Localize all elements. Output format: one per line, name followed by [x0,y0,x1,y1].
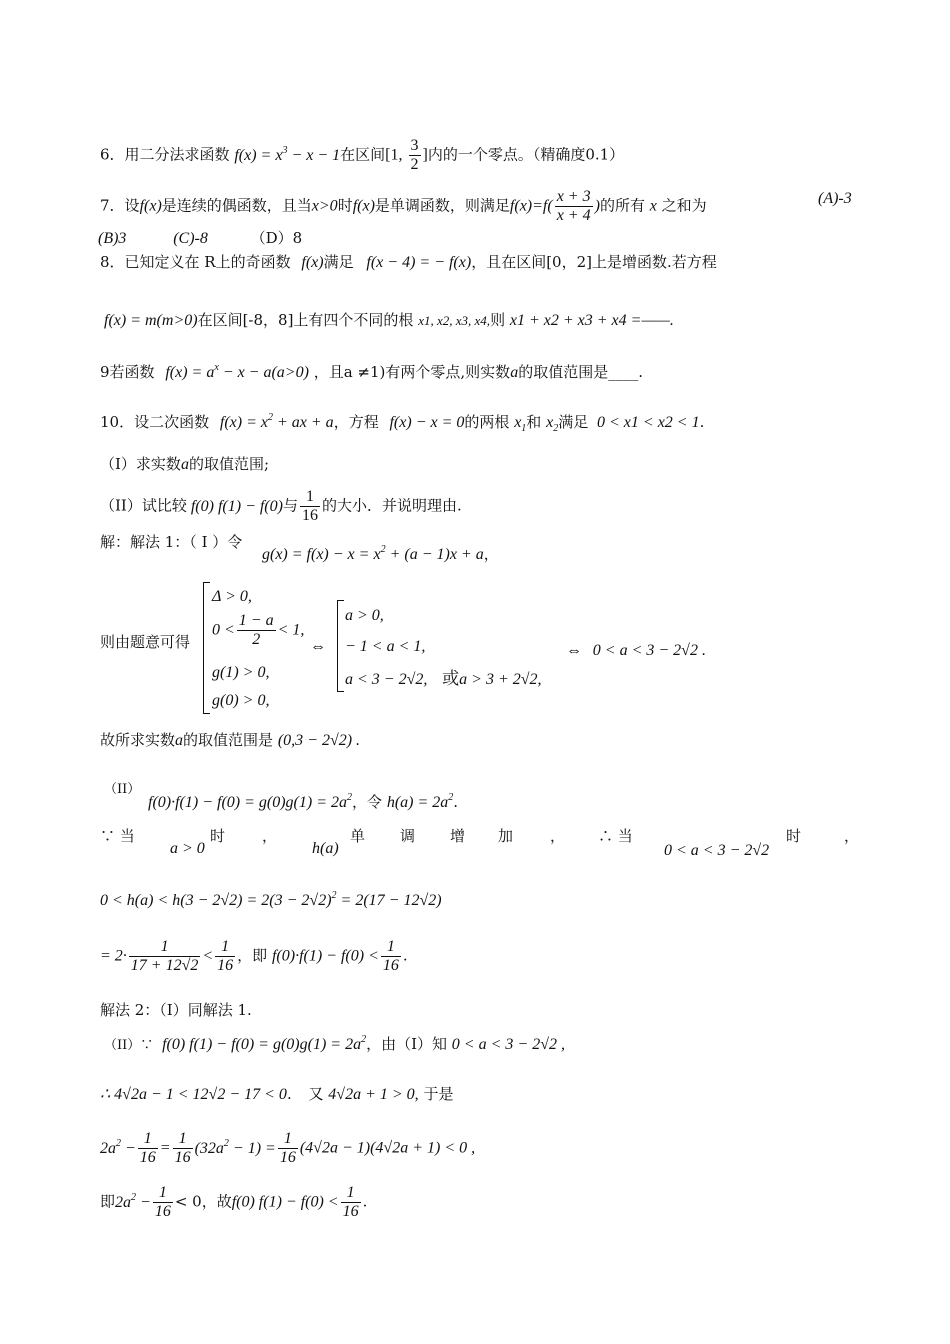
h-a: h(a) [312,840,339,857]
left-brace [203,582,210,714]
text: ∴ 当 [598,827,633,845]
sys-row-3: g(1) > 0, [212,664,270,681]
part-2-label: （II） [104,782,141,797]
part-2-eq: $f(0)\cdot f(1) - f(0) = g(0)g(1) = 2a^2$，令 $h(a) = 2a^2$. [148,792,459,811]
text: 时 [786,827,802,845]
fraction: $\frac{1}{16}$ [217,938,234,974]
range: 0 < a < 3 − 2√2 [664,842,770,859]
solution-2-part-2: （II）∵ f(0) $f(1) - f(0) = g(0)g(1) = 2a^2$，由（I）知 0 < a < 3 − 2√2 , [104,1034,565,1053]
fraction: $\frac{1}{16}$ [382,938,399,974]
solution-2-ineq: ∴ 4√2a − 1 < 12√2 − 17 < 0. 又 4√2a + 1 > 0, 于是 [100,1085,454,1103]
option-a: (A)-3 [818,190,852,207]
option-c: (C)-8 [173,230,208,247]
text: ， [844,827,860,845]
solution-2-expand: $2a^2$ − $\frac{1}{16}$ = $\frac{1}{16}$ $(32a^2 - 1)$ = $\frac{1}{16}$ (4√2a − 1)(4√2a + 1) < 0 , [100,1130,476,1166]
fraction: $\frac{1}{16}$ [301,488,318,524]
solution-2-final: 即$2a^2$ − $\frac{1}{16}$ < 0，故f(0) f(1) − f(0) < $\frac{1}{16}$ . [100,1184,368,1220]
problem-number: 6． [100,145,125,164]
sys-row-4: g(0) > 0, [212,692,270,709]
left-brace [337,600,344,692]
problem-8-line-2: f(x) = m(m>0)在区间[-8，8]上有四个不同的根 x1, x2, x3, x4,则 x1 + x2 + x3 + x4 =——. [104,311,674,329]
text: ， [262,827,278,845]
text: 单 [350,827,366,845]
question-1: （I）求实数a的取值范围; [100,455,269,473]
solution-1-intro: 解：解法 1：（ Ⅰ ）令 [100,533,243,551]
problem-9: 9若函数 $f(x) = a^x - x - a(a>0)$ ，且a ≠1)有两个零点,则实数a的取值范围是____. [100,362,643,381]
inequality-result: = 2· $\frac{1}{17 + 12√2}$ < $\frac{1}{16}$ ，即 f(0)·f(1) − f(0) < $\frac{1}{16}$ . [100,938,408,974]
formula-g: $g(x) = f(x) - x = x^2 + (a - 1)x + a$， [262,544,499,563]
text: 增 [450,827,466,845]
formula: [1, [385,146,407,164]
option-d: （D）8 [250,229,303,247]
fraction: $\frac{3}{2}$ [410,137,419,173]
fraction: $\frac{1}{16}$ [139,1130,156,1166]
text: 调 [400,827,416,845]
system-lead: 则由题意可得 [100,633,191,651]
problem-8-line-1: 8．已知定义在 R上的奇函数 f(x)满足 f(x − 4) = − f(x)，且在区间[0，2]上是增函数.若方程 [100,253,717,271]
sys-row-2: 0 < $\frac{1 - a}{2}$ < 1, [212,612,305,648]
inequality-chain: $0 < h(a) < h(3 - 2√2) = 2(3 - 2√2)^2 = 2(17 - 12√2)$ [100,890,442,909]
problem-10: 10．设二次函数 $f(x) = x^2$ + ax + a，方程 f(x) − x = 0的两根 $x_1$和 $x_2$满足 0 < x1 < x2 < 1. [100,412,705,434]
options-row [98,228,302,249]
text: 加 [498,827,514,845]
fraction: $\frac{1 - a}{2}$ [238,612,274,648]
fraction: $\frac{1}{17 + 12√2}$ [130,938,199,974]
formula: $f(x) = x^3 - x - 1$ [234,144,341,164]
sys2-row-3: a < 3 − 2√2, 或a > 3 + 2√2, [345,669,542,689]
fraction: $\frac{1}{16}$ [342,1184,359,1220]
therefore-line: ∵ 当 [100,827,135,845]
text: ， [550,827,566,845]
sys2-row-2: − 1 < a < 1, [345,638,426,655]
text: 在区间 [340,145,386,164]
text: 时 [210,827,226,845]
fraction: $\frac{x + 3}{x + 4}$ [556,188,591,224]
cond: a > 0 [170,840,205,857]
text: 内的一个零点。（精确度0.1） [427,145,625,164]
fraction: $\frac{1}{16}$ [154,1184,171,1220]
text: 用二分法求函数 [124,145,230,164]
solution-range: 故所求实数a的取值范围是 (0,3 − 2√2) . [100,731,361,749]
iff-symbol: ⇔ [310,638,326,655]
sys2-row-1: a > 0, [345,607,384,624]
problem-6 [100,137,624,174]
formula: ] [422,146,428,164]
result: ⇔ 0 < a < 3 − 2√2 . [566,642,706,659]
option-b: (B)3 [98,230,127,247]
sys-row-1: Δ > 0, [212,588,252,605]
question-2: （II）试比较 f(0) f(1) − f(0)与 $\frac{1}{16}$ 的大小．并说明理由. [100,488,462,524]
solution-2-intro: 解法 2：（I）同解法 1. [100,1001,252,1019]
fraction: $\frac{1}{16}$ [174,1130,191,1166]
problem-7: 7．设f(x)是连续的偶函数，且当x>0时f(x)是单调函数，则满足f(x)=f( $\frac{x + 3}{x + 4}$ )的所有 x 之和为 [100,188,707,224]
fraction: $\frac{1}{16}$ [279,1130,296,1166]
